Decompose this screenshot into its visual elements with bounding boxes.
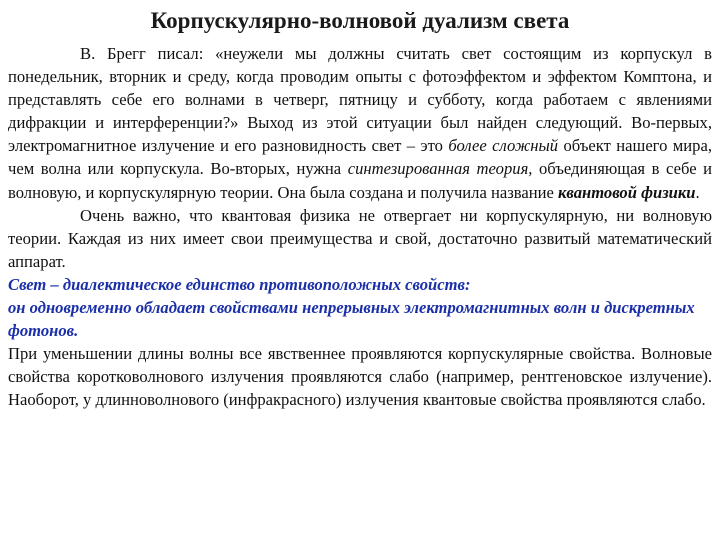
slide-title: Корпускулярно-волновой дуализм света bbox=[150, 8, 570, 33]
paragraph-text: объединяющая в себе и волновую, и корпускулярную теории. Она была создана и получила название bbox=[8, 159, 712, 202]
slide-body bbox=[8, 42, 712, 412]
italic-phrase: синтезированная теория, bbox=[347, 159, 533, 179]
paragraph-wavelength: При уменьшении длины волны все явственнее проявляются корпускулярные свойства. Волновые свойства коротковолнового излучения проявляются слабо (например, рентгеновское излучение). Наоборот, у длинноволнового (инфракрасного) излучения квантовые свойства проявляются слабо. bbox=[8, 344, 712, 410]
paragraph-text: объект нашего мира, чем волна или корпускула. Во-вторых, нужна bbox=[8, 136, 712, 179]
paragraph-text: . bbox=[695, 182, 700, 202]
highlight-line-2: он одновременно обладает свойствами непрерывных электромагнитных волн и дискретных фотонов. bbox=[8, 298, 695, 341]
paragraph-bragg-quote bbox=[8, 42, 712, 204]
italic-phrase: более сложный bbox=[448, 136, 559, 156]
paragraph-text: В. Брегг писал: «неужели мы должны считать свет состоящим из корпускул в понедельник, вторник и среду, когда проводим опыты с фотоэффектом и эффектом Комптона, и представлять себе его волнами в четверг, пятницу и субботу, когда работаем с явлениями дифракции и интерференции?» Выход из этой ситуации был найден следующий. Во-первых, электромагнитное излучение и его разновидность свет – это bbox=[8, 44, 712, 156]
highlight-line-1: Свет – диалектическое единство противоположных свойств: bbox=[8, 274, 471, 294]
paragraph-quantum-physics: Очень важно, что квантовая физика не отвергает ни корпускулярную, ни волновую теории. Каждая из них имеет свои преимущества и свой, достаточно развитый математический аппарат. bbox=[8, 205, 712, 271]
highlight-statement bbox=[8, 273, 712, 342]
emphasized-term: квантовой физики bbox=[558, 182, 696, 202]
